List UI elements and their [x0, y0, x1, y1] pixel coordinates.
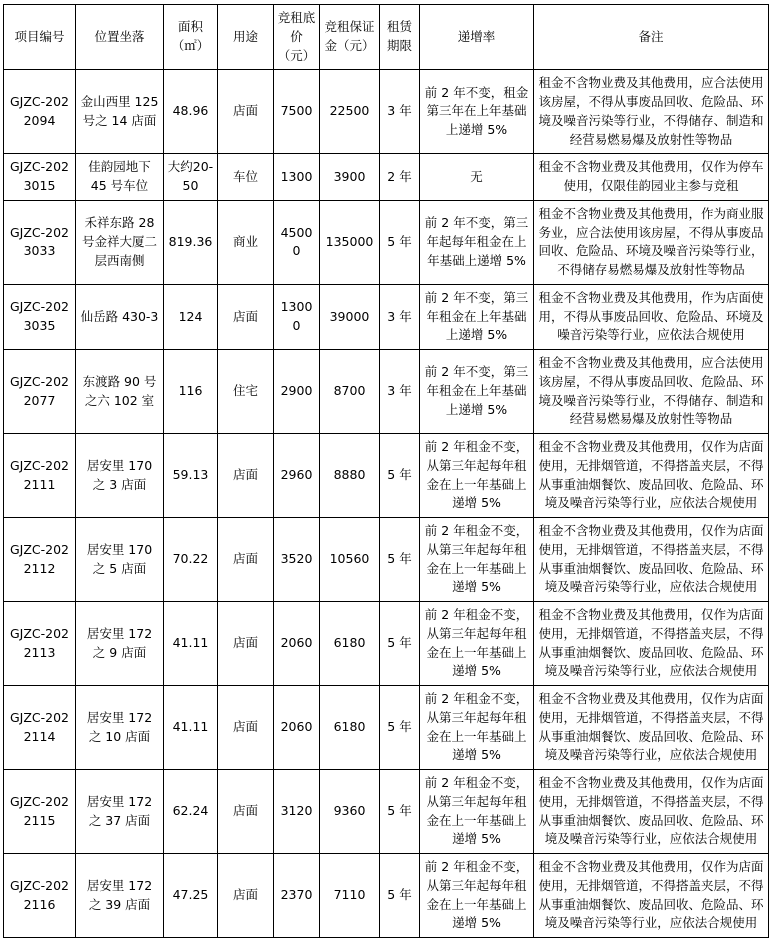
cell-area: 70.22	[164, 518, 218, 602]
cell-base_price: 7500	[274, 70, 320, 154]
cell-remarks: 租金不含物业费及其他费用，作为店面使用，不得从事废品回收、危险品、环境及噪音污染等行业，应依法合规使用	[534, 284, 769, 349]
cell-location: 佳韵园地下 45 号车位	[76, 154, 164, 201]
cell-remarks: 租金不含物业费及其他费用，仅作为店面使用，无排烟管道，不得搭盖夹层，不得从事重油烟餐饮、废品回收、危险品、环境及噪音污染等行业，应依法合规使用	[534, 854, 769, 938]
cell-base_price: 2370	[274, 854, 320, 938]
cell-location: 居安里 172 之 39 店面	[76, 854, 164, 938]
cell-term: 3 年	[380, 70, 420, 154]
cell-usage: 住宅	[218, 350, 274, 434]
column-header-usage: 用途	[218, 5, 274, 70]
cell-deposit: 8880	[320, 434, 380, 518]
cell-id: GJZC-2022111	[4, 434, 76, 518]
table-row	[4, 602, 769, 686]
cell-remarks: 租金不含物业费及其他费用，应合法使用该房屋，不得从事废品回收、危险品、环境及噪音污染等行业，不得储存、制造和经营易燃易爆及放射性等物品	[534, 350, 769, 434]
cell-deposit: 39000	[320, 284, 380, 349]
cell-increase: 前 2 年租金不变，从第三年起每年租金在上一年基础上递增 5%	[420, 770, 534, 854]
cell-id: GJZC-2022094	[4, 70, 76, 154]
cell-increase: 前 2 年租金不变，从第三年起每年租金在上一年基础上递增 5%	[420, 434, 534, 518]
cell-deposit: 22500	[320, 70, 380, 154]
table-row	[4, 854, 769, 938]
cell-area: 59.13	[164, 434, 218, 518]
header-row	[4, 5, 769, 70]
table-row	[4, 686, 769, 770]
cell-base_price: 3520	[274, 518, 320, 602]
cell-usage: 店面	[218, 434, 274, 518]
cell-usage: 店面	[218, 770, 274, 854]
cell-id: GJZC-2022116	[4, 854, 76, 938]
cell-deposit: 6180	[320, 686, 380, 770]
cell-location: 仙岳路 430-3	[76, 284, 164, 349]
cell-term: 5 年	[380, 200, 420, 284]
table-row	[4, 154, 769, 201]
cell-increase: 前 2 年租金不变，从第三年起每年租金在上一年基础上递增 5%	[420, 686, 534, 770]
cell-location: 东渡路 90 号之六 102 室	[76, 350, 164, 434]
cell-increase: 前 2 年不变，第三年租金在上年基础上递增 5%	[420, 350, 534, 434]
cell-usage: 店面	[218, 70, 274, 154]
cell-area: 48.96	[164, 70, 218, 154]
cell-remarks: 租金不含物业费及其他费用，仅作为店面使用，无排烟管道，不得搭盖夹层，不得从事重油烟餐饮、废品回收、危险品、环境及噪音污染等行业，应依法合规使用	[534, 518, 769, 602]
table-row	[4, 284, 769, 349]
cell-base_price: 3120	[274, 770, 320, 854]
cell-term: 5 年	[380, 686, 420, 770]
cell-term: 5 年	[380, 770, 420, 854]
cell-id: GJZC-2022112	[4, 518, 76, 602]
cell-base_price: 2900	[274, 350, 320, 434]
cell-increase: 前 2 年不变，租金第三年在上年基础上递增 5%	[420, 70, 534, 154]
column-header-remarks: 备注	[534, 5, 769, 70]
cell-base_price: 2960	[274, 434, 320, 518]
cell-deposit: 7110	[320, 854, 380, 938]
cell-location: 居安里 170 之 5 店面	[76, 518, 164, 602]
cell-id: GJZC-2023033	[4, 200, 76, 284]
cell-increase: 前 2 年租金不变，从第三年起每年租金在上一年基础上递增 5%	[420, 854, 534, 938]
cell-id: GJZC-2022114	[4, 686, 76, 770]
cell-remarks: 租金不含物业费及其他费用，仅作为停车使用，仅限佳韵园业主参与竞租	[534, 154, 769, 201]
cell-id: GJZC-2022115	[4, 770, 76, 854]
cell-term: 5 年	[380, 518, 420, 602]
cell-usage: 店面	[218, 518, 274, 602]
column-header-location: 位置坐落	[76, 5, 164, 70]
lease-listing-table	[3, 4, 769, 938]
cell-area: 大约20-50	[164, 154, 218, 201]
column-header-term: 租赁期限	[380, 5, 420, 70]
cell-area: 116	[164, 350, 218, 434]
table-row	[4, 350, 769, 434]
cell-remarks: 租金不含物业费及其他费用，仅作为店面使用，无排烟管道，不得搭盖夹层，不得从事重油烟餐饮、废品回收、危险品、环境及噪音污染等行业，应依法合规使用	[534, 434, 769, 518]
cell-remarks: 租金不含物业费及其他费用，仅作为店面使用，无排烟管道，不得搭盖夹层，不得从事重油烟餐饮、废品回收、危险品、环境及噪音污染等行业，应依法合规使用	[534, 770, 769, 854]
cell-area: 124	[164, 284, 218, 349]
cell-area: 819.36	[164, 200, 218, 284]
cell-deposit: 9360	[320, 770, 380, 854]
cell-remarks: 租金不含物业费及其他费用，仅作为店面使用，无排烟管道，不得搭盖夹层，不得从事重油烟餐饮、废品回收、危险品、环境及噪音污染等行业，应依法合规使用	[534, 686, 769, 770]
column-header-area: 面积（㎡）	[164, 5, 218, 70]
table-row	[4, 434, 769, 518]
cell-usage: 店面	[218, 686, 274, 770]
column-header-base_price: 竞租底价（元）	[274, 5, 320, 70]
table-row	[4, 200, 769, 284]
cell-increase: 无	[420, 154, 534, 201]
column-header-id: 项目编号	[4, 5, 76, 70]
cell-id: GJZC-2022113	[4, 602, 76, 686]
cell-location: 禾祥东路 28 号金祥大厦二层西南侧	[76, 200, 164, 284]
cell-id: GJZC-2023015	[4, 154, 76, 201]
cell-area: 41.11	[164, 602, 218, 686]
cell-deposit: 135000	[320, 200, 380, 284]
table-row	[4, 70, 769, 154]
cell-increase: 前 2 年不变，第三年起每年租金在上年基础上递增 5%	[420, 200, 534, 284]
cell-deposit: 6180	[320, 602, 380, 686]
table-body	[4, 70, 769, 938]
cell-area: 47.25	[164, 854, 218, 938]
cell-location: 金山西里 125 号之 14 店面	[76, 70, 164, 154]
cell-increase: 前 2 年租金不变，从第三年起每年租金在上一年基础上递增 5%	[420, 518, 534, 602]
cell-base_price: 2060	[274, 602, 320, 686]
cell-usage: 店面	[218, 284, 274, 349]
table-row	[4, 770, 769, 854]
cell-increase: 前 2 年不变，第三年租金在上年基础上递增 5%	[420, 284, 534, 349]
cell-term: 3 年	[380, 350, 420, 434]
cell-term: 5 年	[380, 854, 420, 938]
cell-term: 2 年	[380, 154, 420, 201]
cell-base_price: 45000	[274, 200, 320, 284]
cell-location: 居安里 172 之 9 店面	[76, 602, 164, 686]
cell-term: 3 年	[380, 284, 420, 349]
cell-id: GJZC-2023035	[4, 284, 76, 349]
cell-deposit: 3900	[320, 154, 380, 201]
cell-deposit: 10560	[320, 518, 380, 602]
cell-area: 41.11	[164, 686, 218, 770]
cell-increase: 前 2 年租金不变，从第三年起每年租金在上一年基础上递增 5%	[420, 602, 534, 686]
cell-remarks: 租金不含物业费及其他费用，应合法使用该房屋，不得从事废品回收、危险品、环境及噪音污染等行业，不得储存、制造和经营易燃易爆及放射性等物品	[534, 70, 769, 154]
column-header-deposit: 竞租保证金（元）	[320, 5, 380, 70]
cell-usage: 商业	[218, 200, 274, 284]
column-header-increase: 递增率	[420, 5, 534, 70]
cell-usage: 店面	[218, 602, 274, 686]
cell-area: 62.24	[164, 770, 218, 854]
cell-id: GJZC-2022077	[4, 350, 76, 434]
cell-deposit: 8700	[320, 350, 380, 434]
cell-location: 居安里 170 之 3 店面	[76, 434, 164, 518]
cell-usage: 车位	[218, 154, 274, 201]
cell-base_price: 2060	[274, 686, 320, 770]
cell-base_price: 1300	[274, 154, 320, 201]
table-row	[4, 518, 769, 602]
cell-remarks: 租金不含物业费及其他费用，仅作为店面使用，无排烟管道，不得搭盖夹层，不得从事重油烟餐饮、废品回收、危险品、环境及噪音污染等行业，应依法合规使用	[534, 602, 769, 686]
cell-base_price: 13000	[274, 284, 320, 349]
cell-term: 5 年	[380, 434, 420, 518]
cell-remarks: 租金不含物业费及其他费用，作为商业服务业，应合法使用该房屋，不得从事废品回收、危险品、环境及噪音污染等行业，不得储存易燃易爆及放射性等物品	[534, 200, 769, 284]
cell-location: 居安里 172 之 10 店面	[76, 686, 164, 770]
cell-location: 居安里 172 之 37 店面	[76, 770, 164, 854]
cell-term: 5 年	[380, 602, 420, 686]
cell-usage: 店面	[218, 854, 274, 938]
